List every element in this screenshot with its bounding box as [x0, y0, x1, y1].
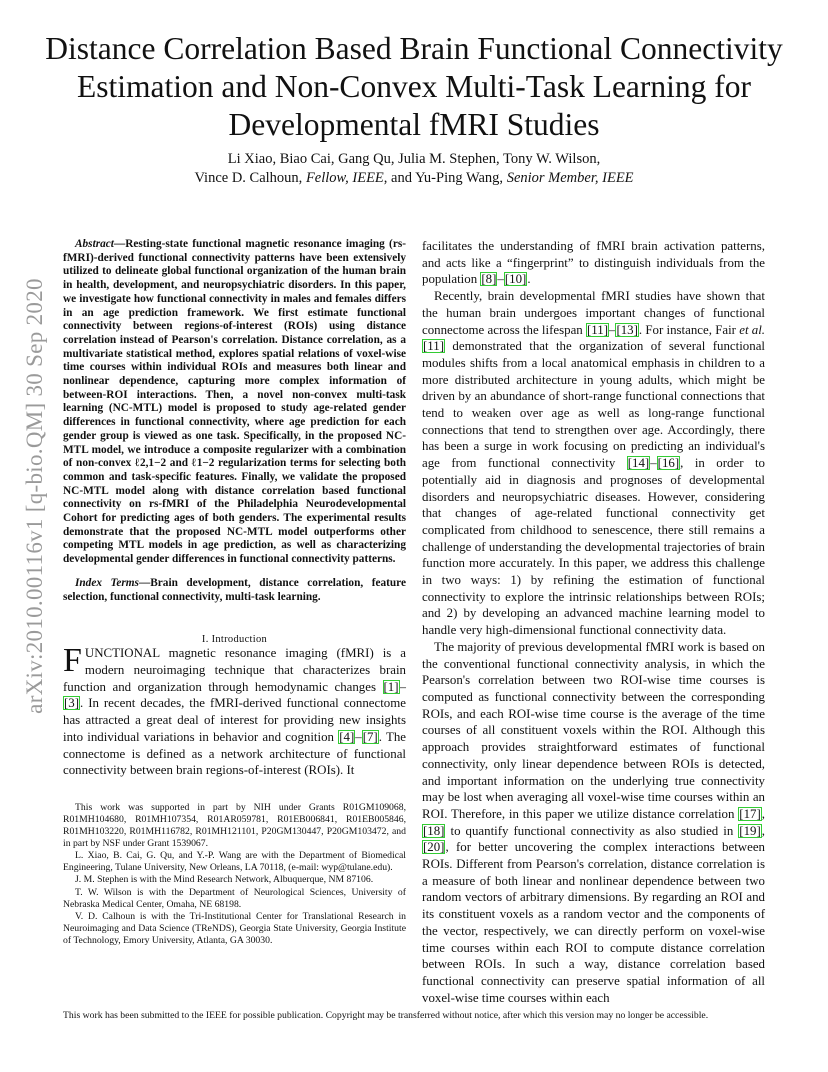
paper-title: Distance Correlation Based Brain Functional Connectivity Estimation and Non-Convex Multi-Task Learning for Developmental fMRI Studies [45, 31, 783, 142]
citation-link[interactable]: [16] [657, 456, 680, 471]
range-dash: – [650, 456, 657, 471]
footnote-affiliation-unmc: T. W. Wilson is with the Department of Neurological Sciences, University of Nebraska Medical Center, Omaha, NE 68198. [63, 886, 406, 910]
footnote-funding: This work was supported in part by NIH under Grants R01GM109068, R01MH104680, R01MH107354, R01AR059781, R01EB006841, R01EB005846, R01MH103220, R01MH116782, R01MH121101, P20GM130447, P20GM103472, and in part by NSF under Grant 1539067. [63, 801, 406, 850]
citation-link[interactable]: [13] [616, 322, 638, 337]
range-dash: – [399, 679, 406, 694]
footnote-affiliation-mrn: J. M. Stephen is with the Mind Research Network, Albuquerque, NM 87106. [75, 874, 374, 886]
right-text-2d: , in order to potentially aid in diagnosis and prognoses of developmental disorders and neuropsychiatric diseases. However, considering that changes of age-related functional connectivity get complicated from childhood to senescence, there still remains a challenge of understanding the developmental trajectories of brain function more accurately. In this paper, we address this challenge in two ways: 1) by refining the estimation of functional connectivity to explore the intrinsic relationships between ROIs; and 2) by developing an advanced machine learning model to handle very high-dimensional functional connectivity data. [422, 456, 765, 638]
citation-link[interactable]: [4] [339, 729, 355, 744]
comma: , [761, 823, 765, 838]
authors-line-2-mid: , and Yu-Ping Wang, [383, 170, 507, 186]
right-paragraph-2 [422, 288, 765, 639]
authors-line-2 [40, 169, 788, 188]
index-terms-label: Index Terms [75, 576, 139, 589]
right-column-body [422, 238, 765, 1006]
intro-text-b: . In recent decades, the fMRI-derived functional connectome has attracted a great deal of interest for providing new insights into individual variations in behavior and cognition [63, 696, 406, 744]
index-terms [63, 577, 406, 604]
drop-cap: F [63, 642, 82, 680]
author-list [40, 150, 788, 188]
citation-link[interactable]: [10] [504, 272, 527, 287]
senior-title: Senior Member, IEEE [506, 170, 634, 186]
authors-line-1: Li Xiao, Biao Cai, Gang Qu, Julia M. Stephen, Tony W. Wilson, [227, 151, 601, 167]
right-text-3c: , for better uncovering the complex interactions between ROIs. Different from Pearson's correlation, distance correlation is a measure of both linear and nonlinear dependence between two random vectors of arbitrary dimensions. By regarding an ROI and its constituent voxels as a random vector and the components of the vector, respectively, we can directly perform on voxel-wise time courses within each ROI to compute distance correlation between ROIs. In such a way, distance correlation based functional connectivity can preserve spatial information of all voxel-wise time courses within each [422, 840, 765, 1005]
authors-line-2-pre: Vince D. Calhoun, [194, 170, 306, 186]
copyright-notice: This work has been submitted to the IEEE for possible publication. Copyright may be transferred without notice, after which this version may no longer be accessible. [63, 1010, 709, 1021]
right-text-2a: Recently, brain developmental fMRI studies have shown that the human brain undergoes important changes of functional connectome across the lifespan [422, 289, 765, 337]
introduction-body [63, 642, 406, 779]
intro-text-a: magnetic resonance imaging (fMRI) is a modern neuroimaging technique that characterizes brain function and organization through hemodynamic changes [63, 646, 406, 694]
citation-link[interactable]: [1] [383, 679, 399, 694]
arxiv-stamp-text: arXiv:2010.00116v1 [q-bio.QM] 30 Sep 2020 [22, 278, 47, 714]
right-paragraph-3 [422, 639, 765, 1006]
intro-paragraph-1 [63, 642, 406, 779]
citation-link[interactable]: [19] [739, 823, 761, 838]
citation-link[interactable]: [8] [481, 272, 497, 287]
range-dash: – [355, 729, 362, 744]
right-text-3b: to quantify functional connectivity as also studied in [445, 823, 739, 838]
intro-text-c: . The connectome is defined as a network architecture of functional connectivity between brain regions-of-interest (ROIs). It [63, 729, 406, 778]
abstract-label: Abstract [75, 238, 114, 250]
footnote-affiliation-trends: V. D. Calhoun is with the Tri-Institutional Center for Translational Research in Neuroimaging and Data Science (TReNDS), Georgia State University, Georgia Institute of Technology, Emory University, Atlanta, GA 30030. [63, 910, 406, 946]
right-paragraph-1 [422, 238, 765, 288]
citation-link[interactable]: [14] [627, 456, 650, 471]
range-dash: – [608, 322, 616, 337]
left-column [63, 238, 406, 947]
et-al: et al. [739, 322, 766, 337]
footnotes [63, 802, 406, 947]
footnote-affiliation-tulane: L. Xiao, B. Cai, G. Qu, and Y.-P. Wang are with the Department of Biomedical Engineering, Tulane University, New Orleans, LA 70118, (e-mail: wyp@tulane.edu). [63, 850, 406, 874]
section-heading-introduction: I. Introduction [201, 634, 268, 646]
range-dash: – [497, 272, 504, 287]
citation-link[interactable]: [7] [362, 729, 378, 744]
right-text-3a: The majority of previous developmental fMRI work is based on the conventional functional connectivity analysis, in which the Pearson's correlation between two ROI-wise time courses is computed as functional connectivity between the corresponding ROIs, and each ROI-wise time course is the average of the time courses of all constituent voxels within the ROI. Although this approach provides straightforward estimates of functional connectivity, only linear dependence between ROIs is detected, and important information on the underlying true connectivity may be lost when averaging all voxel-wise time courses within an ROI. Therefore, in this paper we utilize distance correlation [422, 639, 765, 821]
abstract [63, 238, 406, 567]
abstract-text: —Resting-state functional magnetic resonance imaging (rs-fMRI)-derived functional connectivity patterns have been extensively utilized to delineate global functional organization of the human brain in health, development, and neuropsychiatric disorders. In this paper, we investigate how functional connectivity in males and females differs in an age prediction framework. We first estimate functional connectivity between regions-of-interest (ROIs) using distance correlation instead of Pearson's correlation. Distance correlation, as a multivariate statistical method, explores spatial relations of voxel-wise time courses within individual ROIs and measures both linear and nonlinear dependence, capturing more complex information of between-ROI interactions. Then, a novel non-convex multi-task learning (NC-MTL) model is proposed to study age-related gender differences in functional connectivity, where age prediction for each gender group is viewed as one task. Specifically, in the proposed NC-MTL model, we introduce a composite regularizer with a combination of non-convex ℓ2,1−2 and ℓ1−2 regularization terms for selecting both common and task-specific features. Finally, we validate the proposed NC-MTL model along with distance correlation based functional connectivity on rs-fMRI of the Philadelphia Neurodevelopmental Cohort for predicting ages of both genders. The experimental results demonstrate that the proposed NC-MTL model outperforms other competing MTL models in age prediction, as well as characterizing developmental gender differences in functional connectivity patterns. [63, 238, 406, 566]
comma: , [761, 806, 765, 821]
citation-link[interactable]: [11] [586, 322, 608, 337]
fellow-title: Fellow, IEEE [305, 170, 384, 186]
intro-first-word: UNCTIONAL [84, 646, 160, 661]
citation-link[interactable]: [11] [423, 339, 444, 354]
citation-link[interactable]: [17] [739, 806, 761, 821]
right-text-2b: . For instance, Fair [638, 322, 740, 337]
right-text-2c: demonstrated that the organization of several functional modules shifts from a local anatomical emphasis in children to a more distributed architecture in young adults, which might be driven by an abundance of short-range functional connections that tend to weaken over age as well as long-range functional connections that tend to strengthen over age. Accordingly, there has been a surge in work focusing on predicting an individual's age from functional connectivity [422, 339, 765, 471]
index-terms-text: —Brain development, distance correlation, feature selection, functional connectivity, multi-task learning. [63, 576, 406, 603]
arxiv-stamp [20, 236, 50, 756]
right-column [422, 238, 765, 1006]
citation-link[interactable]: [3] [64, 696, 80, 711]
citation-link[interactable]: [18] [423, 823, 445, 838]
citation-link[interactable]: [20] [423, 840, 445, 855]
right-text-1b: . [527, 272, 531, 287]
right-text-1a: facilitates the understanding of fMRI brain activation patterns, and acts like a “fingerprint” to distinguish individuals from the population [422, 239, 765, 287]
